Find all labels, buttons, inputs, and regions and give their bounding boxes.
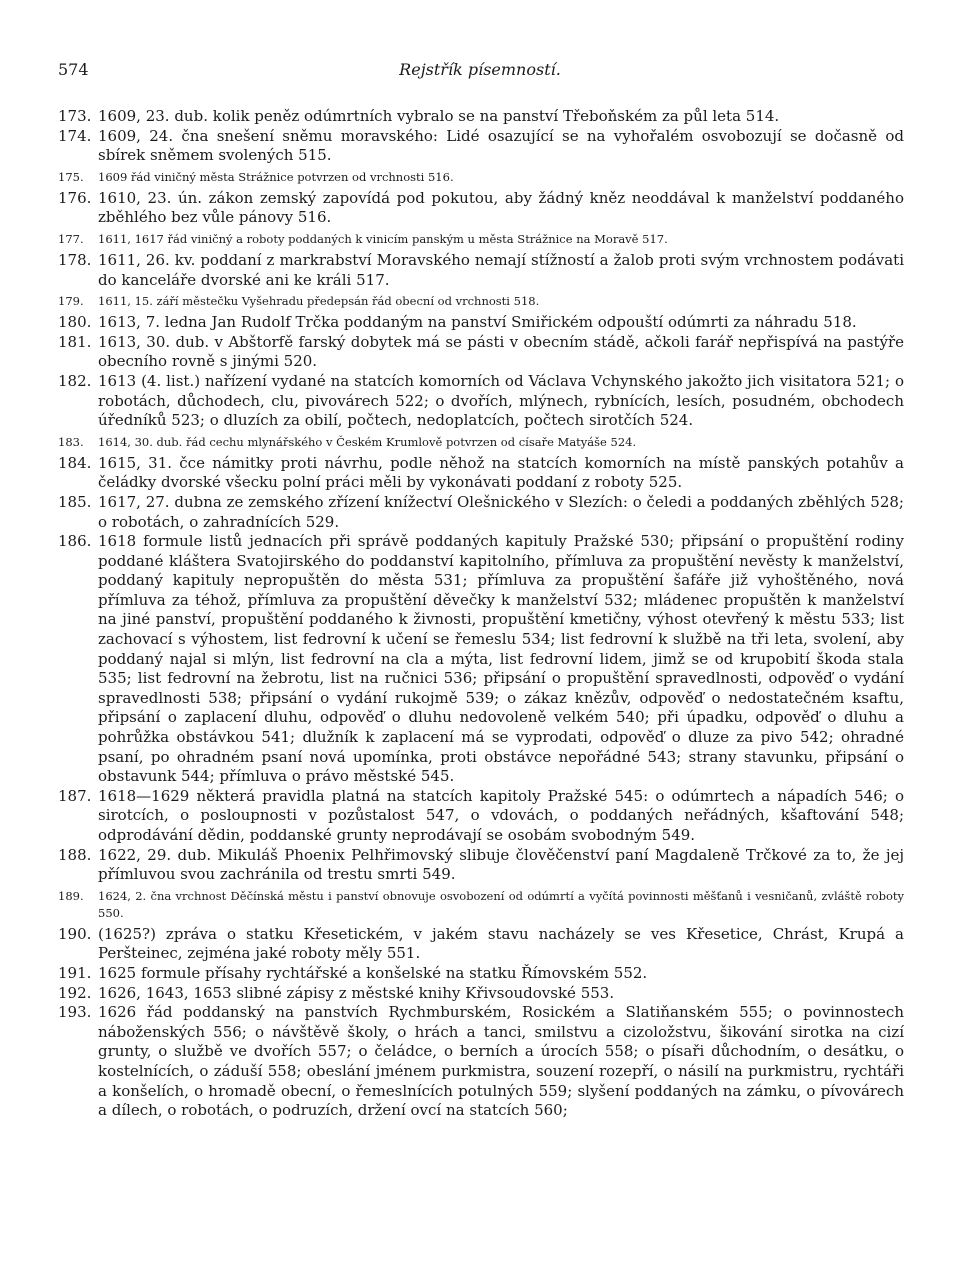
entry-text: 1611, 1617 řád viničný a roboty poddaných k vinicím panským u města Strážnice na Moravě 517. bbox=[98, 231, 668, 246]
register-entry bbox=[58, 454, 904, 493]
entry-number: 189. bbox=[58, 888, 84, 903]
entry-number: 183. bbox=[58, 434, 84, 449]
entry-number: 173. bbox=[58, 107, 92, 125]
entry-text: 1624, 2. čna vrchnost Děčínská městu i panství obnovuje osvobození od odúmrtí a vyčítá povinnosti měšťanů i vesničanů, zvláště roboty 550. bbox=[98, 888, 904, 920]
entry-text: 1622, 29. dub. Mikuláš Phoenix Pelhřimovský slibuje člověčenství paní Magdaleně Trčkové za to, že jej přímluvou svou zachránila od trestu smrti 549. bbox=[98, 845, 904, 884]
page-header bbox=[58, 60, 902, 90]
entry-number: 176. bbox=[58, 188, 92, 207]
entry-number: 193. bbox=[58, 1003, 92, 1022]
entry-text: 1618 formule listů jednacích při správě poddaných kapituly Pražské 530; připsání o propuštění rodiny poddané kláštera Svatojirského do poddanství kapitolního, přímluva za propuštění nevěsty k manželství, poddaný kapituly nepropuštěn do města 531; přímluva za propuštění šafáře již vyhoštěného, nová přímluva za téhož, přímluva za propuštění děvečky k manželství 532; mládenec propuštěn k manželství na jiné panství, propuštění poddaného k živnosti, propuštění kmetičny, výhost otevřený k městu 533; list zachovací s výhostem, list fedrovní k učení se řemeslu 534; list fedrovní k službě na tři leta, svolení, aby poddaný najal si mlýn, list fedrovní na cla a mýta, list fedrovní lidem, jimž se od krupobití škoda stala 535; list fedrovní na žebrotu, list na ručnici 536; připsání o propuštění spravedlnosti, odpověď o vydání spravedlnosti 538; připsání o vydání rukojmě 539; o zákaz knězův, odpověď o nedostatečném ksaftu, připsání o zaplacení dluhu, odpověď o dluhu nedovoleně velkém 540; při úpadku, odpověď o dluhu a pohrůžka obstávkou 541; dlužník k zaplacení má se vyprodati, odpověď o dluze za pivo 542; ohradné psaní, po ohradném psaní nová upomínka, proti obstávce nepořádné 543; strany stavunku, připsání o obstavunk 544; přímluva o právo městské 545. bbox=[98, 532, 904, 786]
entry-number: 177. bbox=[58, 231, 84, 246]
entry-text: 1614, 30. dub. řád cechu mlynářského v Českém Krumlově potvrzen od císaře Matyáše 524. bbox=[98, 434, 637, 449]
register-entry bbox=[58, 532, 904, 787]
register-entry bbox=[58, 1003, 904, 1121]
entry-number: 190. bbox=[58, 924, 92, 943]
entry-text: 1613 (4. list.) nařízení vydané na statcích komorních od Václava Vchynského jakožto jich visitatora 521; o robotách, důchodech, clu, pivovárech 522; o dvořích, mlýnech, rybnících, lesích, posudném, obchodech úředníků 523; o dluzích za obilí, počtech, nedoplatcích, počtech sirotčích 524. bbox=[98, 371, 904, 430]
entry-number: 182. bbox=[58, 371, 92, 390]
entry-text: (1625?) zpráva o statku Křesetickém, v jakém stavu nacházely se ves Křesetice, Chrást, Krupá a Peršteinec, zejména jaké roboty měly 551. bbox=[98, 924, 904, 963]
entry-text: 1613, 7. ledna Jan Rudolf Trčka poddaným na panství Smiřickém odpouští odúmrti za náhradu 518. bbox=[98, 313, 857, 332]
page-number: 574 bbox=[58, 60, 89, 79]
entry-text: 1609, 24. čna snešení sněmu moravského: Lidé osazující se na vyhořalém osvobozují se dočasně od sbírek sněmem svolených 515. bbox=[98, 126, 904, 165]
register-entry bbox=[58, 925, 904, 964]
register-entry bbox=[58, 107, 904, 127]
entry-number: 185. bbox=[58, 492, 92, 511]
entry-text: 1611, 15. září městečku Vyšehradu předepsán řád obecní od vrchnosti 518. bbox=[98, 294, 540, 309]
register-entry bbox=[58, 787, 904, 846]
entry-number: 187. bbox=[58, 786, 92, 805]
entry-number: 174. bbox=[58, 126, 92, 145]
register-entry bbox=[58, 888, 904, 922]
register-entry bbox=[58, 434, 904, 451]
entry-number: 192. bbox=[58, 983, 92, 1002]
register-entry bbox=[58, 493, 904, 532]
entry-number: 180. bbox=[58, 313, 92, 332]
entry-text: 1626 řád poddanský na panstvích Rychmburském, Rosickém a Slatiňanském 555; o povinnostech náboženských 556; o návštěvě školy, o hrách a tanci, smilstvu a cizoložstvu, šikování sirotka na cizí grunty, o službě ve dvořích 557; o čeládce, o berních a úrocích 558; o písaři důchodním, o desátku, o kostelnících, o záduší 558; obeslání jménem purkmistra, souzení rozepří, o násilí na purkmistru, rychtáři a konšelích, o hromadě obecní, o řemeslnících potulných 559; slyšení poddaných na zámku, o pívovárech a dílech, o robotách, o podruzích, držení ovcí na statcích 560; bbox=[98, 1003, 904, 1120]
entry-text: 1618—1629 některá pravidla platná na statcích kapitoly Pražské 545: o odúmrtech a nápadích 546; o sirotcích, o posloupnosti v pozůstalost 547, o vdovách, o poddaných neřádných, kšaftování 548; odprodávání dědin, poddanské grunty neprodávají se osobám svobodným 549. bbox=[98, 786, 904, 844]
entry-text: 1609, 23. dub. kolik peněz odúmrtních vybralo se na panství Třeboňském za půl leta 514. bbox=[98, 107, 780, 125]
register-entry bbox=[58, 189, 904, 228]
entry-text: 1609 řád viničný města Strážnice potvrzen od vrchnosti 516. bbox=[98, 169, 454, 184]
register-entry bbox=[58, 313, 904, 333]
register-entry bbox=[58, 984, 904, 1004]
entry-number: 179. bbox=[58, 294, 84, 309]
entry-number: 178. bbox=[58, 250, 92, 269]
register-entry bbox=[58, 293, 904, 310]
entry-number: 175. bbox=[58, 169, 84, 184]
entry-number: 184. bbox=[58, 453, 92, 472]
register-entry bbox=[58, 333, 904, 372]
register-entry bbox=[58, 251, 904, 290]
register-entry bbox=[58, 231, 904, 248]
entry-text: 1615, 31. čce námitky proti návrhu, podle něhož na statcích komorních na místě panských potahův a čeládky dvorské všecku polní práci měli by vykonávati poddaní z roboty 525. bbox=[98, 453, 904, 492]
entry-number: 191. bbox=[58, 963, 92, 982]
entry-text: 1611, 26. kv. poddaní z markrabství Moravského nemají stížností a žalob proti svým vrchnostem podávati do kanceláře dvorské ani ke králi 517. bbox=[98, 250, 904, 289]
running-title: Rejstřík písemností. bbox=[399, 60, 561, 79]
entry-number: 186. bbox=[58, 532, 92, 551]
register-entry bbox=[58, 169, 904, 186]
entry-text: 1626, 1643, 1653 slibné zápisy z městské knihy Křivsoudovské 553. bbox=[98, 983, 615, 1002]
entry-text: 1617, 27. dubna ze zemského zřízení knížectví Olešnického v Slezích: o čeledi a poddaných zběhlých 528; o robotách, o zahradnících 529. bbox=[98, 492, 904, 531]
register-entry bbox=[58, 964, 904, 984]
entry-text: 1625 formule přísahy rychtářské a konšelské na statku Římovském 552. bbox=[98, 963, 648, 982]
entry-text: 1613, 30. dub. v Abštorfě farský dobytek má se pásti v obecním stádě, ačkoli farář nepřispívá na pastýře obecního rovně s jinými 520. bbox=[98, 332, 904, 371]
register-entry bbox=[58, 127, 904, 166]
entry-text: 1610, 23. ún. zákon zemský zapovídá pod pokutou, aby žádný kněz neoddával k manželství poddaného zběhlého bez vůle pánovy 516. bbox=[98, 188, 904, 227]
register-entry bbox=[58, 846, 904, 885]
entry-number: 188. bbox=[58, 845, 92, 864]
register-entries bbox=[58, 107, 904, 1121]
entry-number: 181. bbox=[58, 332, 92, 351]
register-entry bbox=[58, 372, 904, 431]
